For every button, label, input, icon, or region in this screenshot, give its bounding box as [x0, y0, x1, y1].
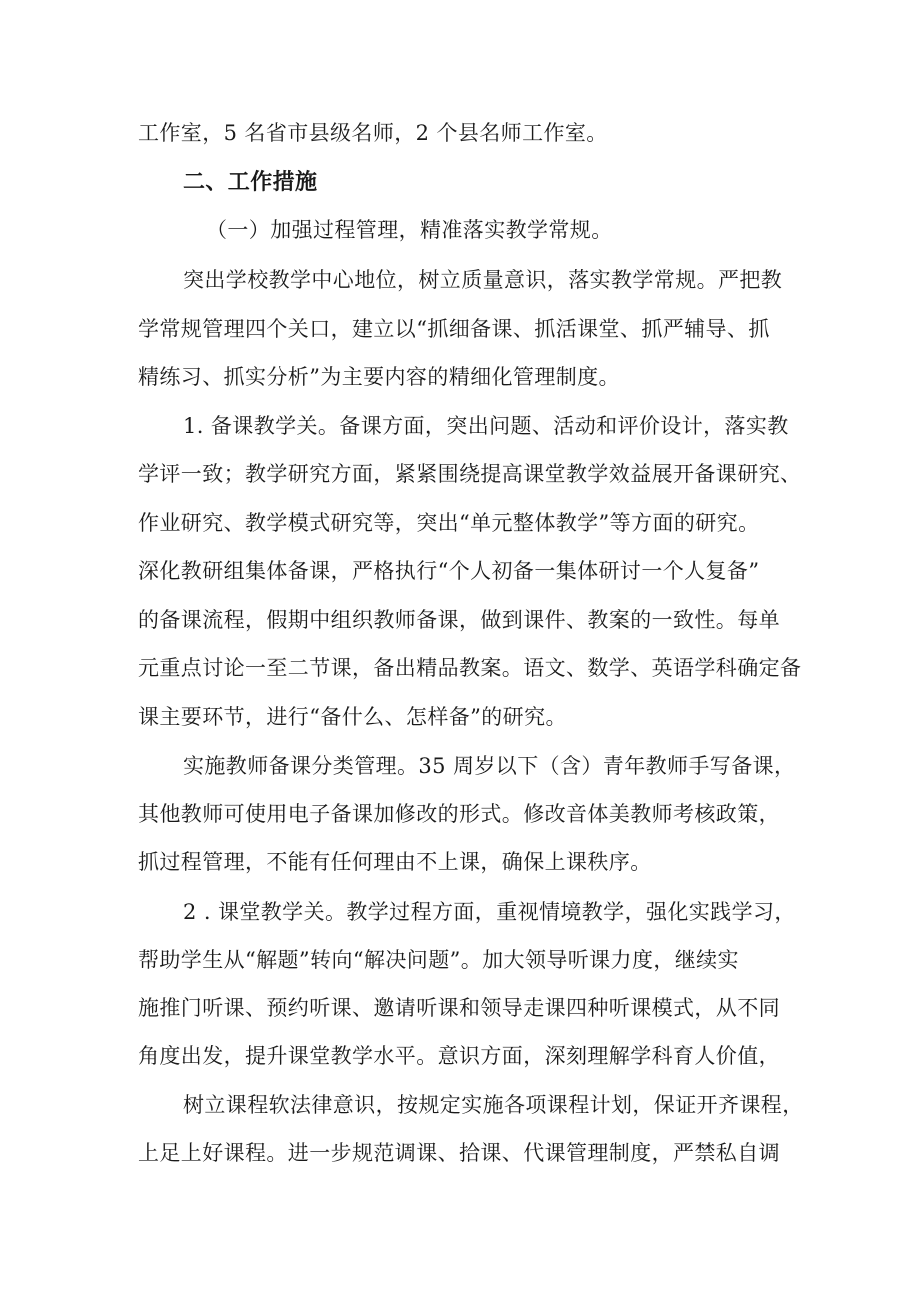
paragraph-line-9: 作业研究、教学模式研究等，突出“单元整体教学”等方面的研究。 [138, 511, 760, 535]
paragraph-line-6: 精练习、抓实分析”为主要内容的精细化管理制度。 [138, 365, 620, 389]
paragraph-line-4: 突出学校教学中心地位，树立质量意识，落实教学常规。严把教 [183, 268, 783, 292]
paragraph-line-21: 树立课程软法律意识，按规定实施各项课程计划，保证开齐课程， [183, 1093, 804, 1117]
paragraph-line-8: 学评一致；教学研究方面，紧紧围绕提高课堂教学效益展开备课研究、 [138, 462, 802, 486]
section-heading: 二、工作措施 [183, 170, 318, 195]
paragraph-line-16: 抓过程管理，不能有任何理由不上课，确保上课秩序。 [138, 850, 652, 874]
paragraph-line-11: 的备课流程，假期中组织教师备课，做到课件、教案的一致性。每单 [138, 608, 780, 632]
paragraph-line-12: 元重点讨论一至二节课，备出精品教案。语文、数学、英语学科确定备 [138, 656, 802, 680]
paragraph-line-5: 学常规管理四个关口，建立以“抓细备课、抓活课堂、抓严辅导、抓 [138, 317, 770, 341]
subsection-heading: （一）加强过程管理，精准落实教学常规。 [206, 218, 613, 242]
paragraph-line-22: 上足上好课程。进一步规范调课、拾课、代课管理制度，严禁私自调 [138, 1141, 780, 1165]
paragraph-line-1: 工作室，5 名省市县级名师，2 个县名师工作室。 [138, 121, 608, 145]
paragraph-line-14: 实施教师备课分类管理。35 周岁以下（含）青年教师手写备课， [183, 754, 796, 778]
paragraph-line-19: 施推门听课、预约听课、邀请听课和领导走课四种听课模式，从不同 [138, 996, 780, 1020]
paragraph-line-10: 深化教研组集体备课，严格执行“个人初备一集体研讨一个人复备” [138, 559, 760, 583]
paragraph-line-13: 课主要环节，进行“备什么、怎样备”的研究。 [138, 705, 567, 729]
paragraph-line-17: 2 . 课堂教学关。教学过程方面，重视情境教学，强化实践学习， [183, 900, 796, 924]
paragraph-line-15: 其他教师可使用电子备课加修改的形式。修改音体美教师考核政策， [138, 802, 780, 826]
paragraph-line-20: 角度出发，提升课堂教学水平。意识方面，深刻理解学科育人价值， [138, 1044, 780, 1068]
paragraph-line-18: 帮助学生从“解题”转向“解决问题”。加大领导听课力度，继续实 [138, 948, 739, 972]
paragraph-line-7: 1. 备课教学关。备课方面，突出问题、活动和评价设计，落实教 [183, 414, 789, 438]
